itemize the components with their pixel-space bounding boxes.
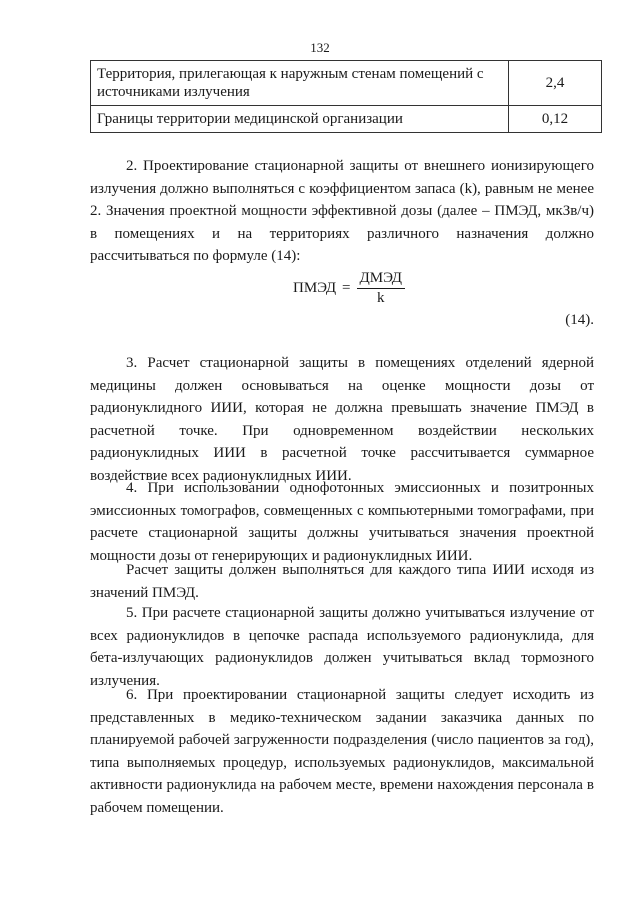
formula-equals: = [342,280,351,296]
paragraph-4: 4. При использовании однофотонных эмиссионных и позитронных эмиссионных томографов, совмещенных с компьютерными томографами, при расчете стационарной защиты должны учитываться значения проектной мощности дозы от генерирующих и радионуклидных ИИИ. [90,480,594,564]
formula-lhs: ПМЭД [293,280,337,296]
table-row [91,61,602,106]
table-cell-label: Границы территории медицинской организации [91,106,509,133]
table-cell-value: 0,12 [509,106,602,133]
formula-denominator: k [376,290,385,306]
paragraph-5: 5. При расчете стационарной защиты должно учитываться излучение от всех радионуклидов в цепочке распада используемого радионуклида, для бета-излучающих радионуклидов должен учитываться вклад тормозного излучения. [90,605,594,689]
page-number: 132 [310,40,330,55]
formula-14 [293,270,405,307]
table-row [91,106,602,133]
paragraph-3: 3. Расчет стационарной защиты в помещениях отделений ядерной медицины должен основываться на оценке мощности дозы от радионуклидного ИИИ, которая не должна превышать значение ПМЭД в расчетной точке. При одновременном воздействии нескольких радионуклидных ИИИ в расчетной точке рассчитывается суммарное воздействие всех радионуклидных ИИИ. [90,355,594,484]
coefficient-table [90,60,602,133]
equation-number: (14). [565,312,594,328]
paragraph-4-continued: Расчет защиты должен выполняться для каждого типа ИИИ исходя из значений ПМЭД. [90,562,594,601]
formula-fraction [357,270,405,307]
formula-numerator: ДМЭД [357,270,405,289]
paragraph-2: 2. Проектирование стационарной защиты от внешнего ионизирующего излучения должно выполняться с коэффициентом запаса (k), равным не менее 2. Значения проектной мощности эффективной дозы (далее – ПМЭД, мкЗв/ч) в помещениях и на территориях различного назначения должно рассчитываться по формуле (14): [90,158,594,264]
table-cell-value: 2,4 [509,61,602,106]
paragraph-6: 6. При проектировании стационарной защиты следует исходить из представленных в медико-техническом задании заказчика данных по планируемой рабочей загруженности подразделения (число пациентов за год), типа выполняемых процедур, используемых радионуклидов, максимальной активности радионуклида на рабочем месте, времени нахождения персонала в рабочем помещении. [90,687,594,816]
table-cell-label: Территория, прилегающая к наружным стенам помещений с источниками излучения [91,61,509,106]
